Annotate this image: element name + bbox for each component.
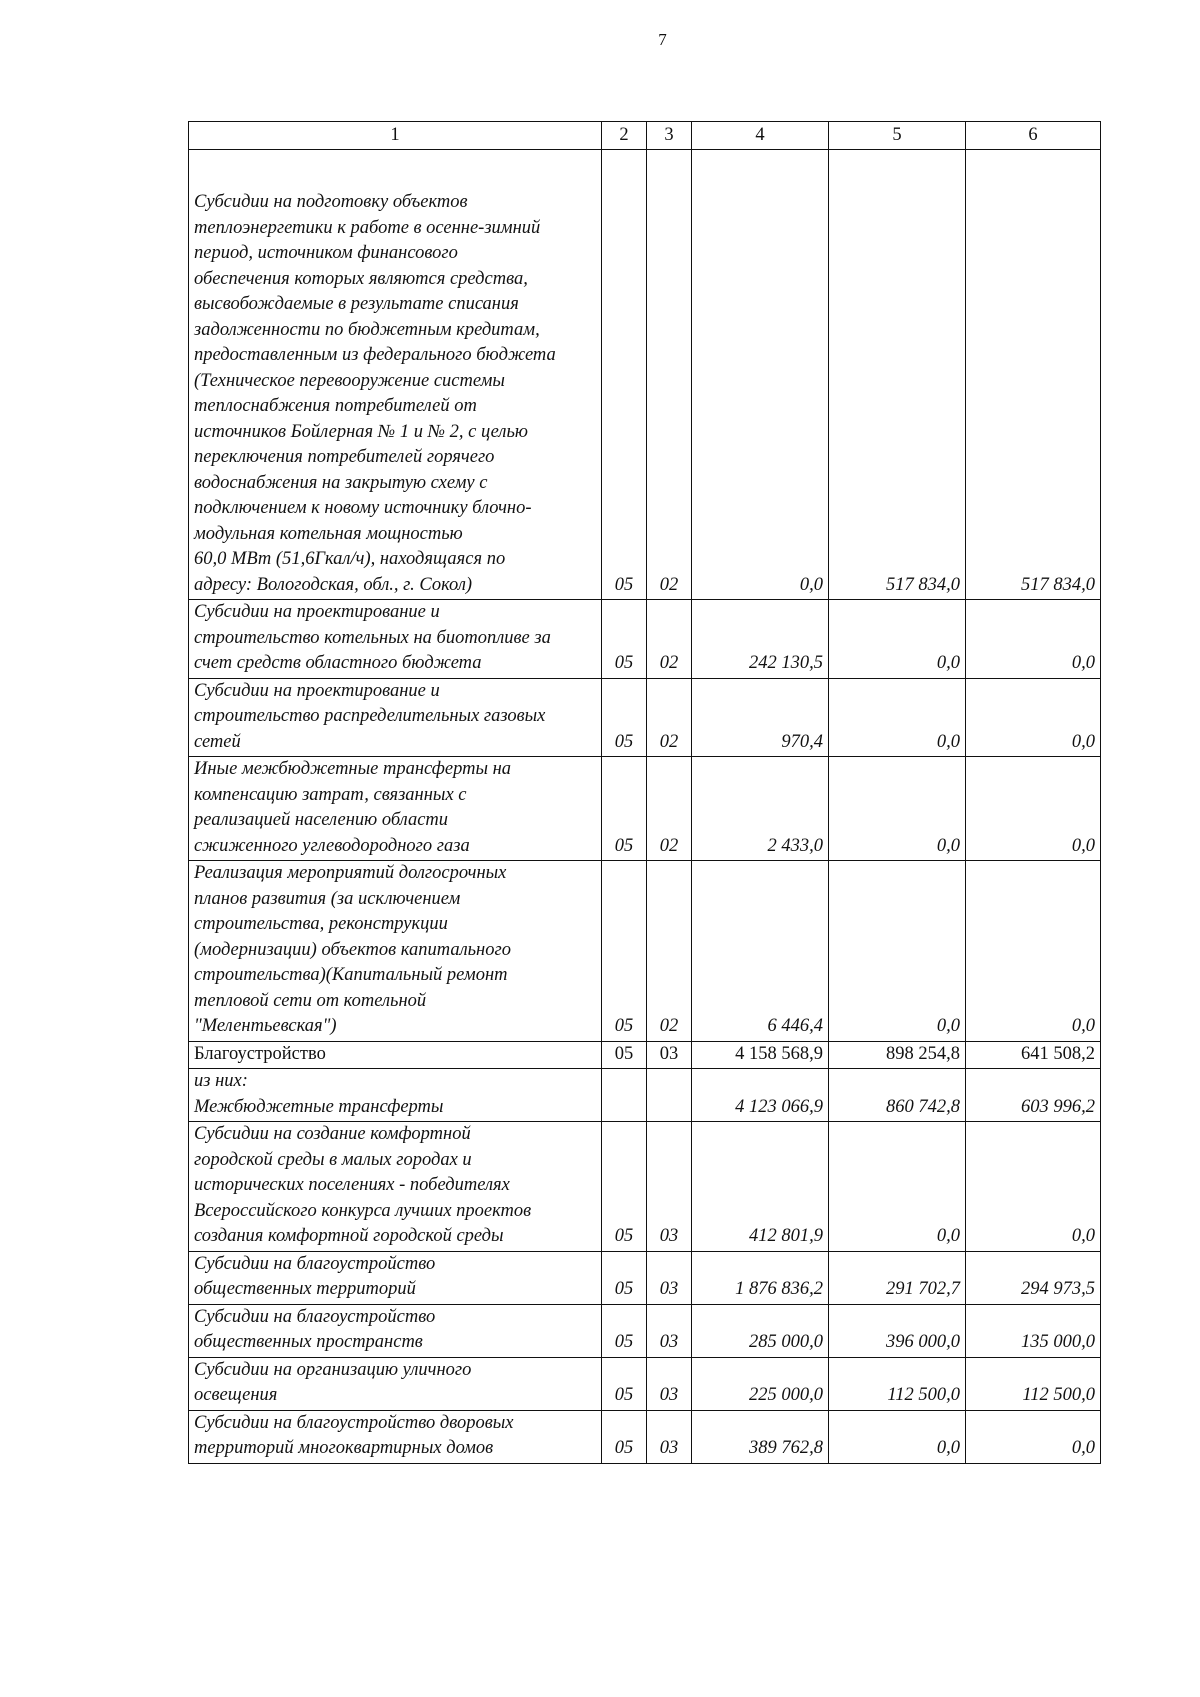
row-name-cell bbox=[189, 678, 602, 757]
table-row bbox=[189, 150, 1101, 600]
row-value-col6-cell: 641 508,2 bbox=[966, 1041, 1101, 1069]
row-name-text: Субсидии на подготовку объектов теплоэнергетики к работе в осенне-зимний период, источником финансового обеспечения которых являются средства, высвобождаемые в результате списания задолженности по бюджетным кредитам, предоставленным из федерального бюджета (Техническое перевооружение системы теплоснабжения потребителей от источников Бойлерная № 1 и № 2, с целью переключения потребителей горячего водоснабжения на закрытую схему с подключением к новому источнику блочно- модульная котельная мощностью 60,0 МВт (51,6Гкал/ч), находящаяся по адресу: Вологодская, обл., г. Сокол) bbox=[194, 192, 556, 595]
row-value-col4-cell: 2 433,0 bbox=[692, 757, 829, 861]
row-name-text: из них: Межбюджетные трансферты bbox=[194, 1071, 444, 1117]
row-value-col6-cell: 135 000,0 bbox=[966, 1304, 1101, 1357]
row-value-col5-cell: 0,0 bbox=[829, 1122, 966, 1252]
row-section-cell: 05 bbox=[602, 150, 647, 600]
row-name-cell bbox=[189, 1357, 602, 1410]
table-header-row bbox=[189, 122, 1101, 150]
row-subsection-cell: 03 bbox=[647, 1304, 692, 1357]
row-section-cell: 05 bbox=[602, 1122, 647, 1252]
row-value-col5-cell: 0,0 bbox=[829, 1410, 966, 1463]
row-name-cell bbox=[189, 1122, 602, 1252]
row-subsection-cell: 02 bbox=[647, 678, 692, 757]
row-value-col5-cell: 0,0 bbox=[829, 861, 966, 1042]
row-subsection-cell: 03 bbox=[647, 1251, 692, 1304]
row-value-col4-cell: 0,0 bbox=[692, 150, 829, 600]
header-cell: 1 bbox=[189, 122, 602, 150]
row-subsection-cell: 03 bbox=[647, 1410, 692, 1463]
row-name-cell bbox=[189, 1041, 602, 1069]
row-subsection-cell: 03 bbox=[647, 1357, 692, 1410]
row-value-col6-cell: 517 834,0 bbox=[966, 150, 1101, 600]
row-value-col6-cell: 0,0 bbox=[966, 757, 1101, 861]
row-name-cell bbox=[189, 757, 602, 861]
row-subsection-cell: 03 bbox=[647, 1122, 692, 1252]
row-section-cell: 05 bbox=[602, 1357, 647, 1410]
row-value-col4-cell: 389 762,8 bbox=[692, 1410, 829, 1463]
row-subsection-cell bbox=[647, 1069, 692, 1122]
row-value-col5-cell: 291 702,7 bbox=[829, 1251, 966, 1304]
table-row bbox=[189, 1304, 1101, 1357]
row-name-cell bbox=[189, 150, 602, 600]
row-value-col6-cell: 112 500,0 bbox=[966, 1357, 1101, 1410]
header-cell: 2 bbox=[602, 122, 647, 150]
row-value-col4-cell: 225 000,0 bbox=[692, 1357, 829, 1410]
row-value-col5-cell: 0,0 bbox=[829, 757, 966, 861]
row-subsection-cell: 02 bbox=[647, 600, 692, 679]
row-value-col4-cell: 970,4 bbox=[692, 678, 829, 757]
row-value-col5-cell: 860 742,8 bbox=[829, 1069, 966, 1122]
header-cell: 6 bbox=[966, 122, 1101, 150]
row-section-cell: 05 bbox=[602, 1251, 647, 1304]
table-row bbox=[189, 757, 1101, 861]
row-subsection-cell: 02 bbox=[647, 757, 692, 861]
page-number: 7 bbox=[658, 30, 667, 49]
table-row bbox=[189, 861, 1101, 1042]
row-name-text: Субсидии на создание комфортной городской среды в малых городах и исторических поселениях - победителях Всероссийского конкурса лучших проектов создания комфортной городской среды bbox=[194, 1124, 532, 1246]
table-row bbox=[189, 1251, 1101, 1304]
row-value-col6-cell: 603 996,2 bbox=[966, 1069, 1101, 1122]
row-section-cell: 05 bbox=[602, 1410, 647, 1463]
row-name-text: Благоустройство bbox=[194, 1043, 326, 1064]
budget-table bbox=[188, 121, 1101, 1464]
row-value-col6-cell: 0,0 bbox=[966, 1122, 1101, 1252]
row-value-col4-cell: 242 130,5 bbox=[692, 600, 829, 679]
row-value-col6-cell: 0,0 bbox=[966, 678, 1101, 757]
row-value-col6-cell: 0,0 bbox=[966, 1410, 1101, 1463]
row-name-text: Субсидии на благоустройство общественных территорий bbox=[194, 1253, 436, 1299]
row-name-text: Субсидии на благоустройство дворовых территорий многоквартирных домов bbox=[194, 1412, 514, 1458]
row-name-cell bbox=[189, 1304, 602, 1357]
row-value-col6-cell: 294 973,5 bbox=[966, 1251, 1101, 1304]
row-value-col5-cell: 517 834,0 bbox=[829, 150, 966, 600]
row-section-cell: 05 bbox=[602, 678, 647, 757]
table-row bbox=[189, 1069, 1101, 1122]
header-cell: 3 bbox=[647, 122, 692, 150]
row-name-text: Субсидии на организацию уличного освещения bbox=[194, 1359, 472, 1405]
row-value-col4-cell: 285 000,0 bbox=[692, 1304, 829, 1357]
header-cell: 4 bbox=[692, 122, 829, 150]
table-row bbox=[189, 600, 1101, 679]
row-name-cell bbox=[189, 600, 602, 679]
table-row bbox=[189, 1122, 1101, 1252]
row-name-text: Реализация мероприятий долгосрочных планов развития (за исключением строительства, реконструкции (модернизации) объектов капитального строительства)(Капитальный ремонт тепловой сети от котельной "Мелентьевская") bbox=[194, 863, 511, 1036]
row-name-text: Субсидии на проектирование и строительство котельных на биотопливе за счет средств областного бюджета bbox=[194, 602, 551, 673]
row-subsection-cell: 03 bbox=[647, 1041, 692, 1069]
row-section-cell: 05 bbox=[602, 1304, 647, 1357]
row-section-cell bbox=[602, 1069, 647, 1122]
row-name-text: Субсидии на благоустройство общественных пространств bbox=[194, 1306, 436, 1352]
row-value-col4-cell: 412 801,9 bbox=[692, 1122, 829, 1252]
row-section-cell: 05 bbox=[602, 861, 647, 1042]
table-row bbox=[189, 1410, 1101, 1463]
row-subsection-cell: 02 bbox=[647, 861, 692, 1042]
row-value-col4-cell: 4 158 568,9 bbox=[692, 1041, 829, 1069]
row-value-col5-cell: 0,0 bbox=[829, 678, 966, 757]
row-value-col4-cell: 6 446,4 bbox=[692, 861, 829, 1042]
row-value-col4-cell: 4 123 066,9 bbox=[692, 1069, 829, 1122]
row-value-col5-cell: 0,0 bbox=[829, 600, 966, 679]
table-row bbox=[189, 1357, 1101, 1410]
table-row bbox=[189, 678, 1101, 757]
row-section-cell: 05 bbox=[602, 600, 647, 679]
budget-table-body bbox=[189, 122, 1101, 1464]
row-value-col6-cell: 0,0 bbox=[966, 861, 1101, 1042]
row-section-cell: 05 bbox=[602, 757, 647, 861]
row-name-text: Субсидии на проектирование и строительство распределительных газовых сетей bbox=[194, 680, 546, 752]
row-name-cell bbox=[189, 1251, 602, 1304]
row-value-col4-cell: 1 876 836,2 bbox=[692, 1251, 829, 1304]
row-name-cell bbox=[189, 861, 602, 1042]
row-value-col5-cell: 112 500,0 bbox=[829, 1357, 966, 1410]
row-name-cell bbox=[189, 1410, 602, 1463]
row-value-col5-cell: 898 254,8 bbox=[829, 1041, 966, 1069]
row-value-col5-cell: 396 000,0 bbox=[829, 1304, 966, 1357]
row-name-cell bbox=[189, 1069, 602, 1122]
row-section-cell: 05 bbox=[602, 1041, 647, 1069]
table-row bbox=[189, 1041, 1101, 1069]
row-subsection-cell: 02 bbox=[647, 150, 692, 600]
header-cell: 5 bbox=[829, 122, 966, 150]
row-name-text: Иные межбюджетные трансферты на компенсацию затрат, связанных с реализацией населению области сжиженного углеводородного газа bbox=[194, 759, 512, 856]
row-value-col6-cell: 0,0 bbox=[966, 600, 1101, 679]
